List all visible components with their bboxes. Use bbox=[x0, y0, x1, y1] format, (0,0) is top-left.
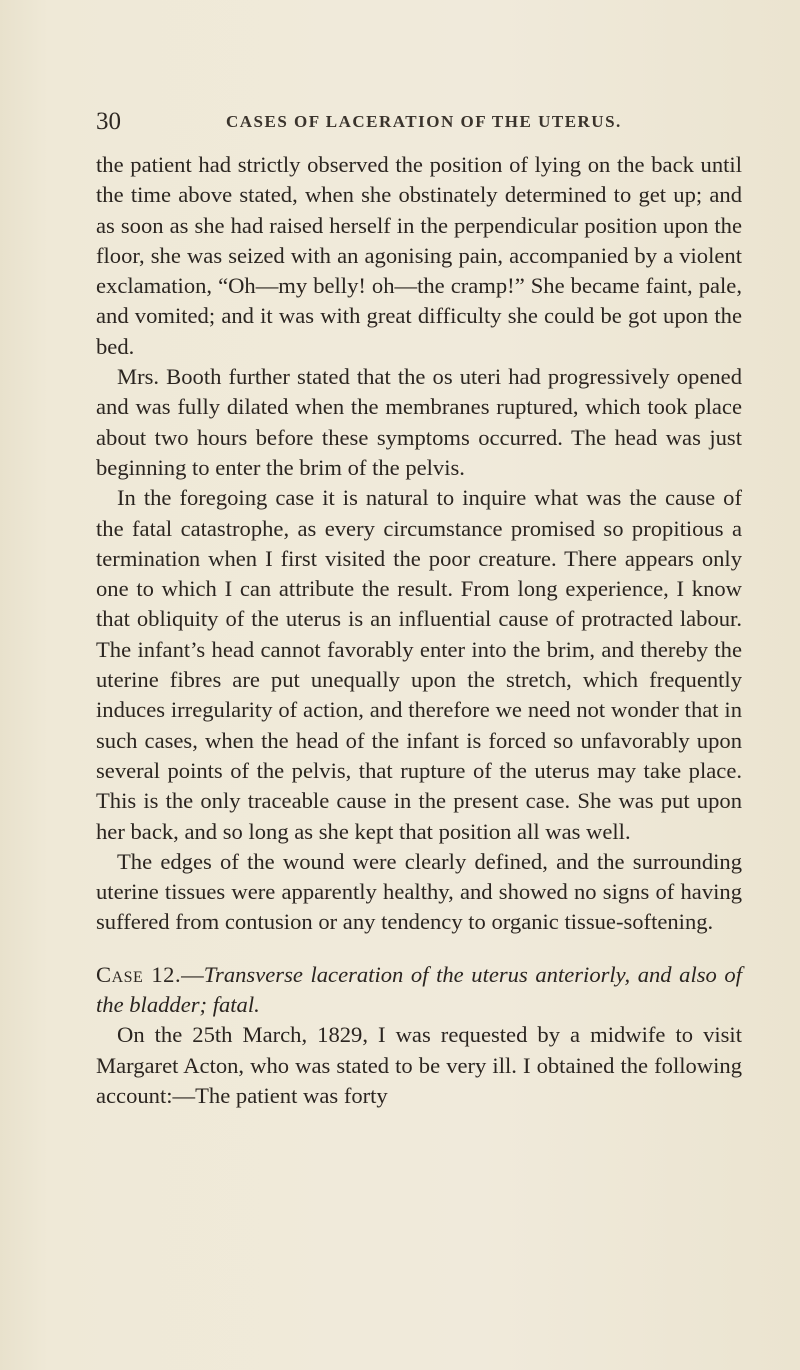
paragraph-mrs-booth: Mrs. Booth further stated that the os uteri had progressively opened and was fully dilated when the membranes ruptured, which took place about two hours before these symptoms occurred. The head was just beginning to enter the brim of the pelvis. bbox=[96, 364, 742, 480]
case-dash: — bbox=[181, 961, 204, 987]
paragraph-foregoing-case: In the foregoing case it is natural to inquire what was the cause of the fatal catastrophe, as every circumstance promised so propitious a termination when I first visited the poor creature. There appears only one to which I can attribute the result. From long experience, I know that obliquity of the uterus is an influential cause of protracted labour. The infant’s head cannot favorably enter into the brim, and thereby the uterine fibres are put unequally upon the stretch, which frequently induces irregularity of action, and therefore we need not wonder that in such cases, when the head of the infant is forced so unfavorably upon several points of the pelvis, that rupture of the uterus may take place. This is the only traceable cause in the present case. She was put upon her back, and so long as she kept that position all was well. bbox=[96, 485, 742, 844]
paragraph-wound-edges: The edges of the wound were clearly defined, and the surrounding uterine tissues were apparently healthy, and showed no signs of having suffered from contusion or any tendency to organic tissue-softening. bbox=[96, 848, 742, 935]
case-title: Transverse laceration of the uterus anteriorly, and also of the bladder; fatal. bbox=[96, 961, 742, 1018]
page-header bbox=[96, 108, 736, 138]
running-title: CASES OF LACERATION OF THE UTERUS. bbox=[226, 112, 622, 131]
case-heading bbox=[96, 960, 742, 1021]
page-number: 30 bbox=[96, 108, 121, 135]
case-label: Case 12. bbox=[96, 961, 182, 987]
paragraph-case-12: On the 25th March, 1829, I was requested by a midwife to visit Margaret Acton, who was stated to be very ill. I obtained the following account:—The patient was forty bbox=[96, 1022, 742, 1108]
paragraph-continuation: the patient had strictly observed the position of lying on the back until the time above stated, when she obstinately determined to get up; and as soon as she had raised herself in the perpendicular position upon the floor, she was seized with an agonising pain, accompanied by a violent exclamation, “Oh—my belly! oh—the cramp!” She became faint, pale, and vomited; and it was with great difficulty she could be got upon the bed. bbox=[96, 152, 742, 359]
body-text bbox=[96, 150, 742, 1111]
